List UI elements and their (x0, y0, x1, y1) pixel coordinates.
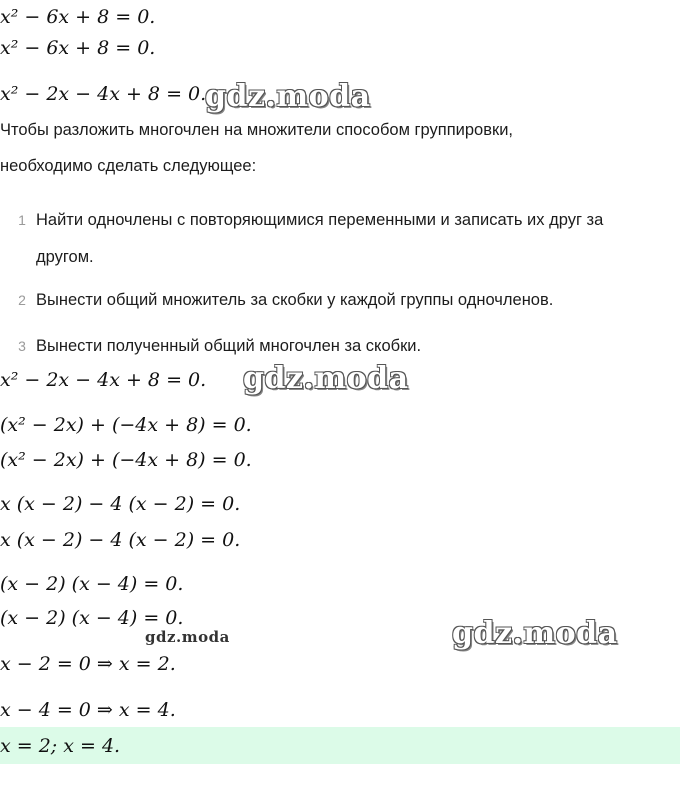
list-item: Вынести общий множитель за скобки у каждой группы одночленов. (36, 291, 554, 309)
watermark-logo: gdz.moda (205, 79, 371, 114)
equation-line: x² − 6x + 8 = 0. (0, 37, 156, 59)
list-item: Вынести полученный общий многочлен за скобки. (36, 337, 422, 355)
equation-line: x² − 2x − 4x + 8 = 0. (0, 369, 207, 391)
equation-line: (x² − 2x) + (−4x + 8) = 0. (0, 414, 252, 436)
equation-line: x − 2 = 0 ⇒ x = 2. (0, 653, 176, 675)
equation-line: x² − 6x + 8 = 0. (0, 6, 156, 28)
intro-text: Чтобы разложить многочлен на множители способом группировки, (0, 121, 513, 139)
intro-text: необходимо сделать следующее: (0, 157, 257, 175)
equation-line: x (x − 2) − 4 (x − 2) = 0. (0, 529, 241, 551)
answer-text: x = 2; x = 4. (0, 735, 121, 757)
equation-line: (x² − 2x) + (−4x + 8) = 0. (0, 449, 252, 471)
list-item: Найти одночлены с повторяющимися переменными и записать их друг за (36, 211, 604, 229)
equation-line: (x − 2) (x − 4) = 0. (0, 607, 184, 629)
equation-line: x² − 2x − 4x + 8 = 0. (0, 83, 207, 105)
list-number: 3 (18, 338, 26, 354)
watermark-logo: gdz.moda (452, 616, 618, 651)
equation-line: x (x − 2) − 4 (x − 2) = 0. (0, 493, 241, 515)
list-number: 2 (18, 292, 26, 308)
list-number: 1 (18, 212, 26, 228)
watermark-logo: gdz.moda (243, 361, 409, 396)
watermark-logo: gdz.moda (145, 628, 230, 646)
list-item-continued: другом. (36, 248, 94, 266)
equation-line: x − 4 = 0 ⇒ x = 4. (0, 699, 176, 721)
equation-line: (x − 2) (x − 4) = 0. (0, 573, 184, 595)
